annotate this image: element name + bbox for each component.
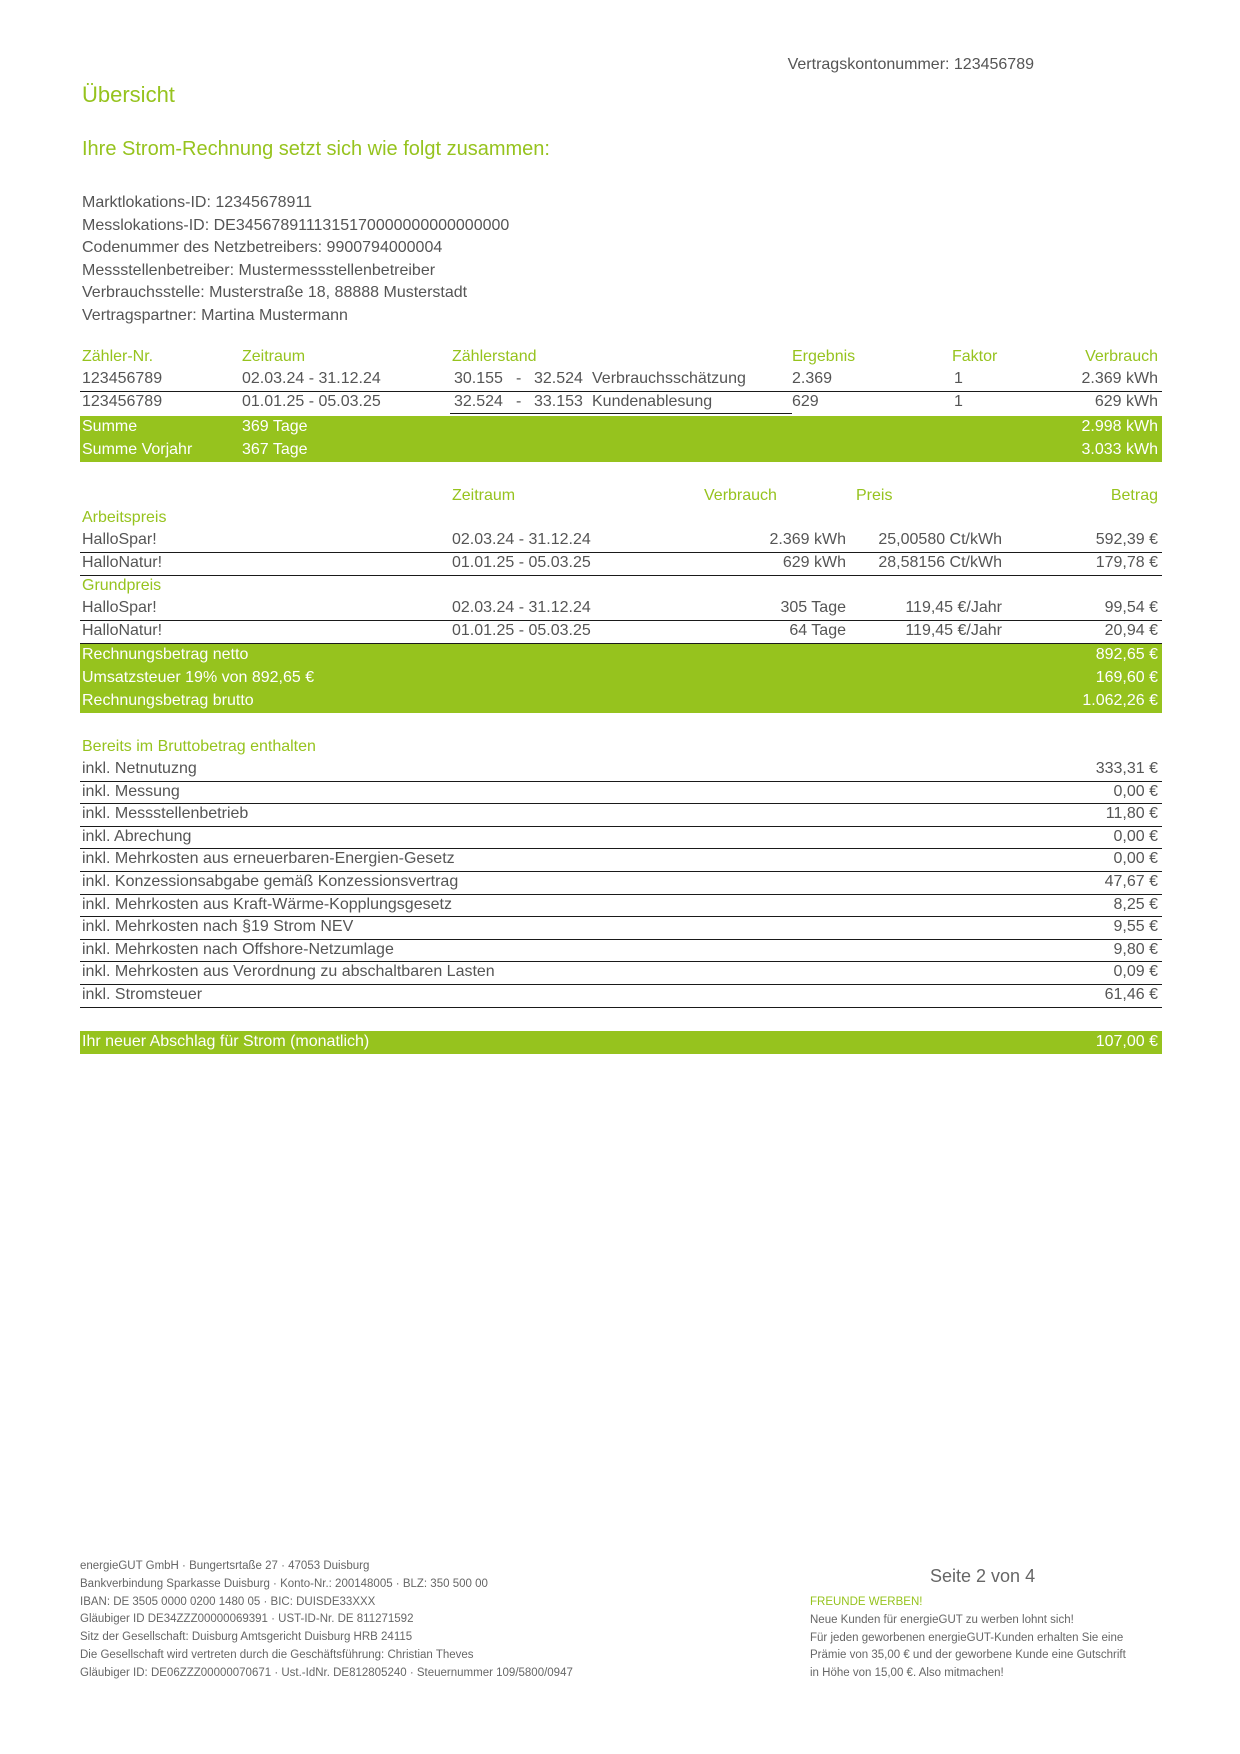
col-header: Zeitraum: [242, 348, 306, 365]
included-row: [80, 984, 1162, 1008]
cost-consumption: 2.369 kWh: [769, 531, 846, 548]
included-row: [80, 894, 1162, 918]
promo-title: FREUNDE WERBEN!: [810, 1596, 923, 1608]
footer-line: Gläubiger ID DE34ZZZ00000069391 · UST-ID-Nr. DE 811271592: [80, 1613, 414, 1626]
included-row: [80, 848, 1162, 872]
net-total-value: 892,65 €: [1095, 646, 1158, 663]
meter-consumption: 629 kWh: [1094, 393, 1158, 410]
reading-type: Kundenablesung: [592, 393, 713, 410]
col-header: Verbrauch: [1085, 348, 1158, 365]
info-line: Messstellenbetreiber: Mustermessstellenbetreiber: [82, 261, 436, 279]
installment-value: 107,00 €: [1095, 1033, 1158, 1050]
previous-year-label: Summe Vorjahr: [82, 441, 193, 458]
cost-period: 02.03.24 - 31.12.24: [452, 531, 591, 548]
cost-amount: 20,94 €: [1104, 622, 1158, 639]
meter-period: 02.03.24 - 31.12.24: [242, 370, 381, 387]
promo-line: Für jeden geworbenen energieGUT-Kunden erhalten Sie eine: [810, 1631, 1124, 1644]
meter-result: 629: [792, 393, 819, 410]
included-value: 0,00 €: [1113, 827, 1158, 845]
included-value: 0,00 €: [1113, 782, 1158, 800]
included-value: 11,80 €: [1105, 805, 1158, 823]
sum-consumption: 2.998 kWh: [1081, 418, 1158, 435]
reading-to: 33.153: [534, 393, 583, 410]
meter-factor: 1: [954, 393, 963, 410]
included-label: inkl. Konzessionsabgabe gemäß Konzessionsvertrag: [82, 873, 459, 890]
included-row: [80, 781, 1162, 805]
info-line: Verbrauchsstelle: Musterstraße 18, 88888 Musterstadt: [82, 284, 468, 302]
promo-line: Prämie von 35,00 € und der geworbene Kunde eine Gutschrift: [810, 1649, 1126, 1662]
included-row: [80, 916, 1162, 940]
info-line: Vertragspartner: Martina Mustermann: [82, 306, 348, 324]
cost-row: [80, 620, 1162, 644]
sum-row: [80, 416, 1162, 439]
previous-year-days: 367 Tage: [242, 441, 308, 458]
gross-total-value: 1.062,26 €: [1082, 692, 1158, 709]
included-label: inkl. Mehrkosten aus erneuerbaren-Energien-Gesetz: [82, 850, 455, 868]
cost-price: 25,00580 Ct/kWh: [878, 531, 1002, 548]
cost-row: [80, 552, 1162, 576]
cost-price: 119,45 €/Jahr: [905, 599, 1002, 616]
section-label-text: Grundpreis: [82, 577, 162, 594]
tariff-name: HalloSpar!: [82, 531, 157, 548]
page-number: Seite 2 von 4: [930, 1566, 1036, 1586]
gross-total-row: [80, 690, 1162, 713]
included-value: 0,00 €: [1113, 850, 1158, 868]
included-value: 9,80 €: [1113, 940, 1158, 958]
included-label: inkl. Mehrkosten aus Kraft-Wärme-Kopplungsgesetz: [82, 895, 452, 913]
section-label: [80, 575, 1162, 598]
col-header: Zeitraum: [452, 487, 516, 504]
col-header: Zähler-Nr.: [82, 348, 154, 365]
installment-row: [80, 1031, 1162, 1054]
cost-period: 01.01.25 - 05.03.25: [452, 554, 591, 571]
col-header: Preis: [856, 487, 893, 504]
col-header: Zählerstand: [452, 348, 537, 365]
info-line: Messlokations-ID: DE3456789111315170000000000000000: [82, 216, 510, 234]
footer-line: IBAN: DE 3505 0000 0200 1480 05 · BIC: DUISDE33XXX: [80, 1595, 376, 1608]
footer-line: Die Gesellschaft wird vertreten durch die Geschäftsführung: Christian Theves: [80, 1648, 474, 1661]
previous-year-row: [80, 439, 1162, 462]
cost-amount: 592,39 €: [1095, 531, 1158, 548]
installment-label: Ihr neuer Abschlag für Strom (monatlich): [82, 1033, 370, 1050]
included-label: inkl. Stromsteuer: [82, 986, 203, 1003]
meter-period: 01.01.25 - 05.03.25: [242, 393, 381, 410]
contract-account-number: Vertragskontonummer: 123456789: [787, 56, 1034, 73]
included-row: [80, 826, 1162, 850]
reading-from: 30.155: [454, 370, 503, 387]
col-header: Ergebnis: [792, 348, 856, 365]
meter-factor: 1: [954, 370, 963, 387]
cost-period: 02.03.24 - 31.12.24: [452, 599, 591, 616]
meter-table-header: [80, 346, 1162, 369]
included-value: 0,09 €: [1113, 963, 1158, 981]
cost-consumption: 629 kWh: [782, 554, 846, 571]
included-value: 61,46 €: [1104, 986, 1158, 1003]
footer-line: Sitz der Gesellschaft: Duisburg Amtsgericht Duisburg HRB 24115: [80, 1631, 413, 1644]
page-title: Übersicht: [82, 82, 175, 107]
tariff-name: HalloSpar!: [82, 599, 157, 616]
section-label-text: Arbeitspreis: [82, 509, 167, 526]
meter-row: [80, 391, 1162, 414]
included-label: inkl. Mehrkosten nach §19 Strom NEV: [82, 918, 354, 936]
included-row: [80, 803, 1162, 827]
included-row: [80, 961, 1162, 985]
included-value: 9,55 €: [1113, 918, 1158, 936]
sum-days: 369 Tage: [242, 418, 308, 435]
vat-row: [80, 667, 1162, 690]
included-value: 8,25 €: [1113, 895, 1158, 913]
footer-line: energieGUT GmbH · Bungertsrtaße 27 · 47053 Duisburg: [80, 1560, 370, 1572]
cost-row: [80, 529, 1162, 553]
cost-consumption: 305 Tage: [780, 599, 846, 616]
customer-info: [82, 192, 509, 328]
included-header-text: Bereits im Bruttobetrag enthalten: [82, 738, 316, 755]
meter-row: [80, 368, 1162, 392]
company-footer: [80, 1558, 573, 1683]
info-line: Marktlokations-ID: 12345678911: [82, 194, 313, 211]
meter-number: 123456789: [82, 370, 163, 387]
section-label: [80, 507, 1162, 530]
cost-table-header: [80, 485, 1162, 508]
included-label: inkl. Messung: [82, 782, 180, 800]
meter-result: 2.369: [792, 370, 833, 387]
reading-sep: -: [516, 370, 522, 387]
promo-line: in Höhe von 15,00 €. Also mitmachen!: [810, 1667, 1004, 1680]
cost-consumption: 64 Tage: [789, 622, 846, 639]
cost-amount: 179,78 €: [1095, 554, 1158, 571]
info-line: Codenummer des Netzbetreibers: 9900794000004: [82, 239, 443, 257]
cost-amount: 99,54 €: [1104, 599, 1158, 616]
footer-line: Gläubiger ID: DE06ZZZ00000070671 · Ust.-IdNr. DE812805240 · Steuernummer 109/5800/0947: [80, 1666, 573, 1679]
page-subtitle: Ihre Strom-Rechnung setzt sich wie folgt zusammen:: [82, 138, 550, 160]
reading-to: 32.524: [534, 370, 583, 387]
tariff-name: HalloNatur!: [82, 554, 163, 571]
reading-underline: [450, 413, 792, 414]
included-label: inkl. Messstellenbetrieb: [82, 805, 249, 823]
net-total-row: [80, 644, 1162, 667]
referral-promo: [810, 1594, 1170, 1683]
reading-type: Verbrauchsschätzung: [592, 370, 746, 387]
footer-line: Bankverbindung Sparkasse Duisburg · Konto-Nr.: 200148005 · BLZ: 350 500 00: [80, 1577, 488, 1590]
col-header: Betrag: [1110, 487, 1158, 504]
included-row: [80, 871, 1162, 895]
promo-line: Neue Kunden für energieGUT zu werben lohnt sich!: [810, 1613, 1074, 1626]
vat-value: 169,60 €: [1095, 669, 1158, 686]
cost-row: [80, 597, 1162, 621]
included-value: 47,67 €: [1104, 873, 1158, 890]
tariff-name: HalloNatur!: [82, 622, 163, 639]
included-label: inkl. Mehrkosten aus Verordnung zu abschaltbaren Lasten: [82, 963, 495, 981]
reading-from: 32.524: [454, 393, 503, 410]
cost-price: 28,58156 Ct/kWh: [878, 554, 1002, 571]
included-row: [80, 939, 1162, 963]
col-header: Verbrauch: [704, 487, 777, 504]
meter-consumption: 2.369 kWh: [1081, 370, 1158, 387]
included-value: 333,31 €: [1095, 760, 1158, 777]
sum-label: Summe: [82, 418, 138, 435]
net-total-label: Rechnungsbetrag netto: [82, 646, 249, 663]
included-label: inkl. Netnutuzng: [82, 760, 197, 777]
reading-sep: -: [516, 393, 522, 410]
included-row: [80, 758, 1162, 782]
included-label: inkl. Mehrkosten nach Offshore-Netzumlage: [82, 940, 394, 958]
gross-total-label: Rechnungsbetrag brutto: [82, 692, 254, 709]
meter-number: 123456789: [82, 393, 163, 410]
included-header: [80, 736, 1162, 759]
cost-price: 119,45 €/Jahr: [905, 622, 1002, 639]
cost-period: 01.01.25 - 05.03.25: [452, 622, 591, 639]
col-header: Faktor: [952, 348, 998, 365]
vat-label: Umsatzsteuer 19% von 892,65 €: [82, 669, 315, 686]
previous-year-consumption: 3.033 kWh: [1081, 441, 1158, 458]
included-label: inkl. Abrechung: [82, 827, 192, 845]
